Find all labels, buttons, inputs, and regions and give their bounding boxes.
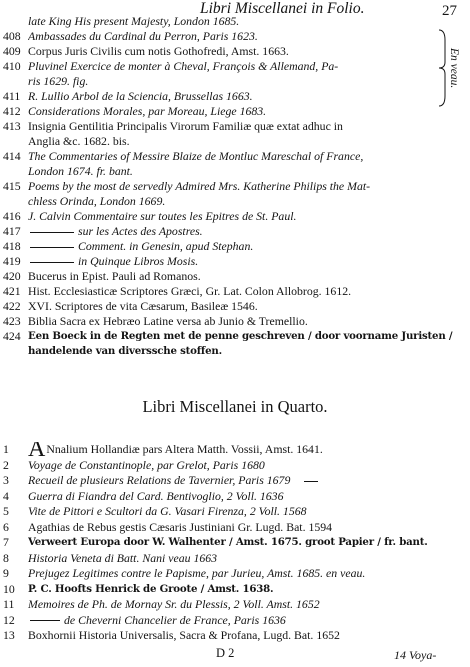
catalog-entry	[3, 149, 465, 163]
ditto-rule	[30, 247, 74, 248]
entry-text: P. C. Hoofts Henrick de Groote / Amst. 1638.	[28, 582, 274, 595]
catchword: 14 Voya-	[394, 648, 437, 662]
entry-number: 423	[3, 314, 21, 328]
ditto-rule	[30, 620, 60, 621]
entry-text-wrap	[28, 597, 465, 611]
entry-text-wrap	[28, 89, 465, 103]
entry-text-wrap	[28, 442, 465, 456]
running-header: Libri Miscellanei in Folio.	[200, 0, 365, 17]
entry-number: 415	[3, 179, 21, 193]
signature-mark: D 2	[216, 646, 235, 660]
entry-text-wrap	[28, 520, 465, 534]
entry-text-wrap	[28, 179, 465, 193]
catalog-entry	[3, 613, 465, 627]
quarto-entries	[3, 442, 465, 644]
entry-number: 2	[3, 457, 9, 472]
entry-text-wrap	[28, 628, 465, 642]
entry-number: 3	[3, 473, 9, 487]
catalog-entry	[3, 254, 465, 268]
entry-text: XVI. Scriptores de vita Cæsarum, Basileæ 1546.	[28, 299, 258, 313]
catalog-entry	[3, 489, 465, 503]
entry-number: 410	[3, 59, 21, 73]
entry-text: Prejugez Legitimes contre le Papisme, par Jurieu, Amst. 1685. en veau.	[28, 566, 366, 580]
catalog-entry	[3, 458, 465, 472]
entry-continuation: chless Orinda, London 1669.	[28, 194, 166, 208]
entry-text-wrap	[28, 566, 465, 580]
catalog-entry	[3, 628, 465, 642]
entry-text-wrap	[28, 209, 465, 223]
entry-text-wrap	[28, 14, 465, 28]
ditto-rule	[30, 262, 74, 263]
entry-number: 5	[3, 504, 9, 518]
entry-number: 11	[3, 597, 15, 611]
entry-text-wrap	[28, 239, 465, 253]
entry-continuation: London 1674. fr. bant.	[28, 164, 133, 178]
margin-note: En veau.	[448, 48, 460, 89]
entry-number: 420	[3, 269, 21, 283]
entry-number: 424	[3, 329, 21, 343]
catalog-entry	[3, 119, 465, 133]
entry-number: 411	[3, 89, 21, 103]
catalog-entry	[3, 314, 465, 328]
entry-text: sur les Actes des Apostres.	[78, 224, 203, 238]
entry-continuation: Anglia &c. 1682. bis.	[28, 134, 130, 148]
entry-text: R. Lullio Arbol de la Sciencia, Brussellas 1663.	[28, 89, 253, 103]
entry-text-wrap	[28, 314, 465, 328]
catalog-entry	[3, 597, 465, 611]
catalog-entry	[3, 535, 465, 549]
entry-text: Considerations Morales, par Moreau, Liege 1683.	[28, 104, 267, 118]
catalog-entry	[3, 566, 465, 580]
catalog-entry	[3, 239, 465, 253]
entry-text-wrap	[28, 613, 465, 627]
entry-number: 419	[3, 254, 21, 268]
catalog-entry	[3, 44, 465, 58]
entry-number: 414	[3, 149, 21, 163]
page-footer	[0, 646, 470, 666]
entry-number: 6	[3, 519, 9, 534]
catalog-entry	[3, 504, 465, 518]
folio-entries	[3, 14, 465, 359]
entry-number: 1	[3, 442, 9, 456]
entry-text: Insignia Gentilitia Principalis Virorum Familiæ quæ extat adhuc in	[28, 119, 343, 133]
entry-text-wrap	[28, 551, 465, 565]
catalog-entry	[3, 442, 465, 456]
entry-number: 412	[3, 104, 21, 118]
entry-number: 9	[3, 566, 9, 580]
entry-number: 12	[3, 612, 15, 627]
entry-text-wrap	[28, 284, 465, 298]
entry-text-wrap	[28, 119, 465, 133]
entry-text-wrap	[28, 582, 465, 596]
catalog-entry	[3, 284, 465, 298]
entry-text-wrap	[28, 504, 465, 518]
entry-text: J. Calvin Commentaire sur toutes les Epitres de St. Paul.	[28, 209, 297, 223]
entry-text: Memoires de Ph. de Mornay Sr. du Plessis, 2 Voll. Amst. 1652	[28, 597, 320, 611]
entry-text: Voyage de Constantinople, par Grelot, Paris 1680	[28, 457, 265, 472]
entry-text-wrap	[28, 269, 465, 283]
entry-continuation: handelende van diverssche stoffen.	[28, 345, 222, 357]
entry-text: Boxhornii Historia Universalis, Sacra & Profana, Lugd. Bat. 1652	[28, 628, 340, 642]
entry-text: Verweert Europa door W. Walhenter / Amst. 1675. groot Papier / fr. bant.	[28, 536, 428, 548]
catalog-entry	[3, 269, 465, 283]
entry-number: 7	[3, 535, 9, 549]
catalog-entry	[3, 520, 465, 534]
entry-text: in Quinque Libros Mosis.	[78, 254, 199, 268]
entry-number	[3, 14, 28, 28]
catalog-entry	[3, 209, 465, 223]
entry-number: 417	[3, 224, 21, 238]
entry-text: Comment. in Genesin, apud Stephan.	[78, 239, 254, 253]
catalog-entry	[3, 89, 465, 103]
catalog-entry	[3, 179, 465, 193]
entry-number: 10	[3, 581, 15, 596]
entry-number: 422	[3, 299, 21, 313]
entry-text: Biblia Sacra ex Hebræo Latine versa ab Junio & Tremellio.	[28, 314, 308, 328]
catalog-entry	[3, 329, 465, 343]
entry-number: 4	[3, 488, 9, 503]
entry-text: Hist. Ecclesiasticæ Scriptores Græci, Gr. Lat. Colon Allobrog. 1612.	[28, 284, 352, 298]
entry-text-wrap	[28, 149, 465, 163]
catalog-entry	[3, 224, 465, 238]
entry-text-wrap	[28, 458, 465, 472]
entry-number: 13	[3, 628, 15, 642]
entry-number: 418	[3, 239, 21, 253]
page-number: 27	[442, 3, 457, 19]
entry-text-wrap	[28, 44, 465, 58]
entry-number: 8	[3, 550, 9, 565]
entry-text: Nnalium Hollandiæ pars Altera Matth. Vossii, Amst. 1641.	[46, 442, 323, 456]
entry-text-wrap	[28, 254, 465, 268]
entry-text-wrap	[28, 59, 465, 73]
entry-text-wrap	[28, 29, 465, 43]
entry-text: de Cheverni Chancelier de France, Paris 1636	[64, 612, 286, 627]
entry-continuation: ris 1629. fig.	[28, 74, 89, 88]
entry-text: late King His present Majesty, London 1685.	[28, 14, 240, 28]
entry-text: Vite de Pittori e Scultori da G. Vasari Firenza, 2 Voll. 1568	[28, 504, 307, 518]
quarto-section-title: Libri Miscellanei in Quarto.	[142, 397, 328, 416]
entry-text: Historia Veneta di Batt. Nani veau 1663	[28, 550, 218, 565]
catalog-entry	[3, 59, 465, 73]
entry-text: Poems by the most de servedly Admired Mrs. Katherine Philips the Mat-	[28, 179, 371, 193]
catalog-entry	[3, 473, 465, 487]
entry-number: 416	[3, 209, 21, 223]
entry-text-wrap	[28, 224, 465, 238]
catalog-entry	[3, 29, 465, 43]
entry-text-wrap	[28, 299, 465, 313]
entry-text-wrap	[28, 473, 465, 487]
entry-text-wrap	[28, 489, 465, 503]
entry-text-wrap	[28, 535, 465, 549]
catalog-entry	[3, 551, 465, 565]
entry-text: Guerra di Fiandra del Card. Bentivoglio, 2 Voll. 1636	[28, 488, 284, 503]
entry-number: 413	[3, 119, 21, 133]
entry-text: Recueil de plusieurs Relations de Tavernier, Paris 1679	[28, 473, 291, 487]
trailing-rule	[304, 481, 318, 482]
catalog-entry	[3, 14, 465, 28]
entry-text: Ambassades du Cardinal du Perron, Paris 1623.	[28, 29, 258, 43]
catalog-entry	[3, 299, 465, 313]
entry-text: Agathias de Rebus gestis Cæsaris Justiniani Gr. Lugd. Bat. 1594	[28, 519, 333, 534]
entry-number: 409	[3, 44, 21, 58]
entry-text: Pluvinel Exercice de monter à Cheval, François & Allemand, Pa-	[28, 59, 339, 73]
entry-text: Een Boeck in de Regten met de penne geschreven / door voorname Juristen /	[28, 330, 453, 342]
entry-number: 408	[3, 29, 21, 43]
catalog-entry	[3, 104, 465, 118]
entry-text-wrap	[28, 104, 465, 118]
catalog-entry	[3, 582, 465, 596]
ditto-rule	[30, 232, 74, 233]
drop-initial: A	[28, 442, 46, 456]
entry-number: 421	[3, 284, 21, 298]
entry-text-wrap	[28, 329, 465, 343]
entry-text: Bucerus in Epist. Pauli ad Romanos.	[28, 269, 201, 283]
entry-text: Corpus Juris Civilis cum notis Gothofredi, Amst. 1663.	[28, 44, 289, 58]
entry-text: The Commentaries of Messire Blaize de Montluc Mareschal of France,	[28, 149, 364, 163]
